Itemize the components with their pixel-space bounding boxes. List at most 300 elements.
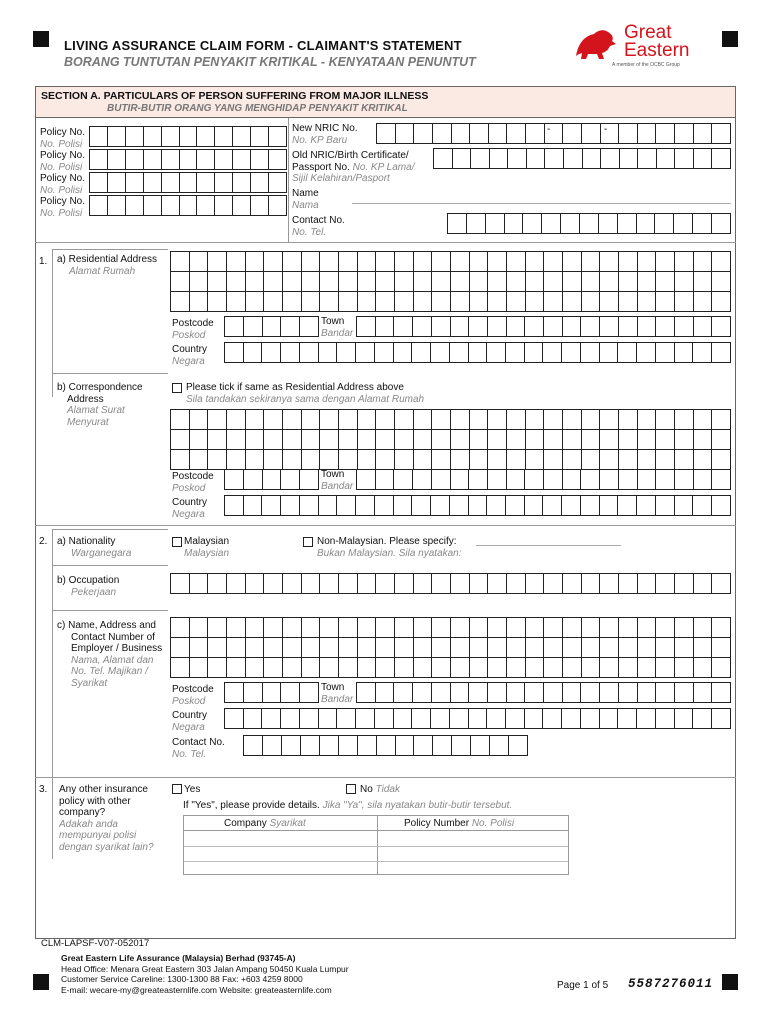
input-cell[interactable] [162, 173, 180, 192]
input-cell[interactable] [396, 124, 415, 143]
input-cell[interactable] [656, 343, 675, 362]
input-cell[interactable] [526, 450, 545, 469]
input-cell[interactable] [414, 618, 433, 637]
input-cell[interactable] [526, 272, 545, 291]
input-cell[interactable] [580, 214, 599, 233]
input-cell[interactable] [262, 709, 281, 728]
input-cell[interactable] [582, 292, 601, 311]
input-cell[interactable] [283, 618, 302, 637]
input-cell[interactable] [619, 430, 638, 449]
input-cell[interactable] [487, 496, 506, 515]
input-cell[interactable] [489, 124, 508, 143]
input-cell[interactable] [544, 450, 563, 469]
input-cell[interactable] [376, 638, 395, 657]
input-cell[interactable] [433, 736, 452, 755]
input-cell[interactable] [263, 683, 282, 702]
input-cell[interactable] [600, 638, 619, 657]
input-cell[interactable] [675, 252, 694, 271]
input-cell[interactable] [225, 496, 244, 515]
input-cell[interactable] [251, 150, 269, 169]
input-cell[interactable] [505, 214, 524, 233]
input-cell[interactable] [712, 683, 730, 702]
input-cell[interactable] [375, 343, 394, 362]
input-cell[interactable] [694, 618, 713, 637]
input-cell[interactable] [618, 496, 637, 515]
input-cell[interactable] [339, 574, 358, 593]
input-cell[interactable] [339, 618, 358, 637]
input-cell[interactable] [302, 638, 321, 657]
input-cell[interactable] [450, 496, 469, 515]
input-cell[interactable] [694, 149, 713, 168]
input-cell[interactable] [302, 618, 321, 637]
input-cell[interactable] [283, 574, 302, 593]
input-cell[interactable] [90, 127, 108, 146]
input-cell[interactable] [412, 343, 431, 362]
input-cell[interactable] [656, 272, 675, 291]
other-insurance-row-2[interactable] [184, 861, 568, 862]
input-cell[interactable] [582, 410, 601, 429]
input-cell[interactable] [656, 618, 675, 637]
input-cell[interactable] [488, 317, 507, 336]
input-cell[interactable] [563, 638, 582, 657]
input-cell[interactable] [488, 658, 507, 677]
res-postcode-field[interactable] [224, 316, 319, 337]
input-cell[interactable] [246, 638, 265, 657]
input-cell[interactable] [190, 430, 209, 449]
input-cell[interactable] [264, 272, 283, 291]
input-cell[interactable] [451, 638, 470, 657]
input-cell[interactable] [712, 450, 730, 469]
input-cell[interactable] [694, 252, 713, 271]
input-cell[interactable] [244, 343, 263, 362]
input-cell[interactable] [108, 127, 126, 146]
input-cell[interactable] [412, 496, 431, 515]
input-cell[interactable] [600, 496, 619, 515]
input-cell[interactable] [431, 343, 450, 362]
input-cell[interactable] [394, 683, 413, 702]
input-cell[interactable] [227, 410, 246, 429]
input-cell[interactable] [432, 470, 451, 489]
input-cell[interactable] [358, 450, 377, 469]
input-cell[interactable] [600, 430, 619, 449]
input-cell[interactable] [488, 618, 507, 637]
input-cell[interactable] [451, 574, 470, 593]
input-cell[interactable] [694, 683, 713, 702]
input-cell[interactable] [233, 196, 251, 215]
input-cell[interactable] [470, 450, 489, 469]
input-cell[interactable] [246, 574, 265, 593]
input-cell[interactable] [507, 317, 526, 336]
input-cell[interactable] [694, 658, 713, 677]
input-cell[interactable] [618, 343, 637, 362]
new-nric-field[interactable] [376, 123, 731, 144]
input-cell[interactable] [526, 658, 545, 677]
input-cell[interactable] [337, 709, 356, 728]
res-country-field[interactable] [224, 342, 731, 363]
input-cell[interactable] [619, 272, 638, 291]
input-cell[interactable] [638, 272, 657, 291]
input-cell[interactable] [469, 343, 488, 362]
input-cell[interactable] [488, 292, 507, 311]
input-cell[interactable] [563, 450, 582, 469]
input-cell[interactable] [675, 124, 694, 143]
input-cell[interactable] [432, 638, 451, 657]
input-cell[interactable] [357, 317, 376, 336]
input-cell[interactable] [320, 638, 339, 657]
input-cell[interactable] [452, 736, 471, 755]
input-cell[interactable] [488, 470, 507, 489]
input-cell[interactable] [488, 252, 507, 271]
input-cell[interactable] [507, 410, 526, 429]
input-cell[interactable] [694, 574, 713, 593]
input-cell[interactable] [377, 736, 396, 755]
input-cell[interactable] [225, 709, 244, 728]
input-cell[interactable] [526, 292, 545, 311]
correspondence-address-line-3[interactable] [170, 449, 731, 470]
input-cell[interactable] [320, 618, 339, 637]
input-cell[interactable] [432, 317, 451, 336]
input-cell[interactable] [208, 658, 227, 677]
input-cell[interactable] [283, 430, 302, 449]
input-cell[interactable] [337, 343, 356, 362]
input-cell[interactable] [358, 658, 377, 677]
input-cell[interactable] [233, 150, 251, 169]
input-cell[interactable] [414, 736, 433, 755]
input-cell[interactable] [246, 430, 265, 449]
input-cell[interactable] [563, 618, 582, 637]
input-cell[interactable] [190, 292, 209, 311]
input-cell[interactable] [675, 450, 694, 469]
input-cell[interactable] [471, 736, 490, 755]
input-cell[interactable] [197, 196, 215, 215]
input-cell[interactable] [320, 450, 339, 469]
input-cell[interactable] [227, 272, 246, 291]
input-cell[interactable] [638, 252, 657, 271]
input-cell[interactable] [358, 292, 377, 311]
input-cell[interactable] [320, 292, 339, 311]
input-cell[interactable] [507, 124, 526, 143]
input-cell[interactable] [581, 317, 600, 336]
input-cell[interactable] [712, 709, 730, 728]
input-cell[interactable] [208, 430, 227, 449]
other-insurance-no-checkbox[interactable] [346, 784, 356, 794]
input-cell[interactable] [395, 410, 414, 429]
input-cell[interactable] [582, 252, 601, 271]
input-cell[interactable] [451, 317, 470, 336]
input-cell[interactable] [637, 496, 656, 515]
old-nric-field[interactable] [433, 148, 731, 169]
input-cell[interactable] [190, 252, 209, 271]
input-cell[interactable] [525, 317, 544, 336]
input-cell[interactable] [619, 317, 638, 336]
input-cell[interactable] [599, 214, 618, 233]
input-cell[interactable] [339, 638, 358, 657]
input-cell[interactable] [656, 292, 675, 311]
input-cell[interactable] [263, 470, 282, 489]
input-cell[interactable] [171, 574, 190, 593]
input-cell[interactable] [302, 292, 321, 311]
input-cell[interactable] [395, 658, 414, 677]
input-cell[interactable] [600, 709, 619, 728]
policy-no-2-field[interactable] [89, 149, 287, 170]
input-cell[interactable] [215, 173, 233, 192]
input-cell[interactable] [171, 292, 190, 311]
input-cell[interactable] [244, 736, 263, 755]
input-cell[interactable] [339, 292, 358, 311]
input-cell[interactable] [208, 618, 227, 637]
input-cell[interactable] [488, 574, 507, 593]
input-cell[interactable] [600, 470, 619, 489]
input-cell[interactable] [431, 709, 450, 728]
input-cell[interactable] [208, 574, 227, 593]
input-cell[interactable] [225, 683, 244, 702]
input-cell[interactable] [694, 292, 713, 311]
same-as-residential-checkbox[interactable] [172, 383, 182, 393]
employer-line-3[interactable] [170, 657, 731, 678]
input-cell[interactable] [600, 618, 619, 637]
input-cell[interactable] [395, 638, 414, 657]
input-cell[interactable] [395, 252, 414, 271]
input-cell[interactable] [694, 450, 713, 469]
input-cell[interactable] [171, 410, 190, 429]
input-cell[interactable] [300, 709, 319, 728]
input-cell[interactable] [244, 317, 263, 336]
input-cell[interactable] [712, 470, 730, 489]
input-cell[interactable] [301, 736, 320, 755]
input-cell[interactable] [225, 317, 244, 336]
input-cell[interactable] [656, 658, 675, 677]
input-cell[interactable] [451, 292, 470, 311]
input-cell[interactable] [412, 709, 431, 728]
input-cell[interactable] [712, 618, 730, 637]
input-cell[interactable] [339, 252, 358, 271]
input-cell[interactable] [638, 149, 657, 168]
input-cell[interactable] [564, 149, 583, 168]
input-cell[interactable] [544, 638, 563, 657]
input-cell[interactable] [395, 430, 414, 449]
input-cell[interactable] [171, 658, 190, 677]
input-cell[interactable] [470, 292, 489, 311]
input-cell[interactable] [543, 343, 562, 362]
input-cell[interactable] [227, 618, 246, 637]
contact-no-field[interactable] [447, 213, 731, 234]
input-cell[interactable] [413, 470, 432, 489]
input-cell[interactable] [469, 470, 488, 489]
input-cell[interactable] [656, 410, 675, 429]
input-cell[interactable] [376, 272, 395, 291]
input-cell[interactable] [302, 252, 321, 271]
input-cell[interactable] [144, 127, 162, 146]
input-cell[interactable] [180, 150, 198, 169]
input-cell[interactable] [215, 196, 233, 215]
input-cell[interactable] [600, 272, 619, 291]
input-cell[interactable] [227, 252, 246, 271]
input-cell[interactable] [656, 496, 675, 515]
input-cell[interactable] [470, 430, 489, 449]
input-cell[interactable] [377, 124, 396, 143]
input-cell[interactable] [507, 658, 526, 677]
input-cell[interactable] [675, 574, 694, 593]
input-cell[interactable] [470, 638, 489, 657]
input-cell[interactable] [544, 430, 563, 449]
input-cell[interactable] [251, 127, 269, 146]
input-cell[interactable] [544, 683, 563, 702]
input-cell[interactable] [413, 317, 432, 336]
input-cell[interactable] [356, 496, 375, 515]
input-cell[interactable] [507, 470, 526, 489]
input-cell[interactable] [543, 709, 562, 728]
input-cell[interactable] [562, 709, 581, 728]
input-cell[interactable] [507, 292, 526, 311]
input-cell[interactable] [281, 496, 300, 515]
policy-no-1-field[interactable] [89, 126, 287, 147]
input-cell[interactable] [563, 124, 582, 143]
input-cell[interactable] [675, 618, 694, 637]
input-cell[interactable] [487, 343, 506, 362]
input-cell[interactable] [563, 317, 582, 336]
input-cell[interactable] [488, 683, 507, 702]
input-cell[interactable] [376, 470, 395, 489]
input-cell[interactable] [414, 410, 433, 429]
input-cell[interactable] [126, 150, 144, 169]
input-cell[interactable] [281, 709, 300, 728]
input-cell[interactable] [246, 272, 265, 291]
input-cell[interactable] [246, 410, 265, 429]
input-cell[interactable] [544, 252, 563, 271]
input-cell[interactable] [281, 343, 300, 362]
input-cell[interactable] [582, 430, 601, 449]
input-cell[interactable] [262, 496, 281, 515]
input-cell[interactable] [619, 124, 638, 143]
input-cell[interactable] [376, 317, 395, 336]
input-cell[interactable] [619, 574, 638, 593]
input-cell[interactable] [414, 272, 433, 291]
input-cell[interactable] [563, 574, 582, 593]
input-cell[interactable] [269, 196, 286, 215]
input-cell[interactable] [471, 149, 490, 168]
input-cell[interactable] [619, 618, 638, 637]
input-cell[interactable] [600, 410, 619, 429]
input-cell[interactable] [108, 150, 126, 169]
name-field[interactable] [352, 203, 731, 204]
input-cell[interactable] [451, 450, 470, 469]
input-cell[interactable] [190, 574, 209, 593]
input-cell[interactable] [656, 317, 675, 336]
other-insurance-row-1[interactable] [184, 846, 568, 847]
input-cell[interactable] [283, 272, 302, 291]
input-cell[interactable] [656, 574, 675, 593]
input-cell[interactable] [246, 292, 265, 311]
input-cell[interactable] [638, 410, 657, 429]
input-cell[interactable] [470, 658, 489, 677]
input-cell[interactable] [319, 343, 338, 362]
input-cell[interactable] [339, 430, 358, 449]
input-cell[interactable] [470, 272, 489, 291]
input-cell[interactable] [414, 638, 433, 657]
input-cell[interactable] [126, 173, 144, 192]
input-cell[interactable] [712, 272, 730, 291]
emp-town-field[interactable] [356, 682, 731, 703]
input-cell[interactable] [450, 343, 469, 362]
input-cell[interactable] [675, 709, 694, 728]
input-cell[interactable] [171, 450, 190, 469]
input-cell[interactable] [302, 430, 321, 449]
input-cell[interactable] [376, 450, 395, 469]
input-cell[interactable] [162, 150, 180, 169]
input-cell[interactable] [171, 618, 190, 637]
input-cell[interactable] [675, 317, 694, 336]
input-cell[interactable] [190, 618, 209, 637]
input-cell[interactable] [526, 252, 545, 271]
emp-contact-field[interactable] [243, 735, 528, 756]
input-cell[interactable] [358, 272, 377, 291]
input-cell[interactable] [527, 149, 546, 168]
input-cell[interactable] [712, 638, 730, 657]
residential-address-line-2[interactable] [170, 271, 731, 292]
input-cell[interactable] [108, 196, 126, 215]
input-cell[interactable] [638, 430, 657, 449]
input-cell[interactable] [619, 410, 638, 429]
input-cell[interactable] [600, 317, 619, 336]
input-cell[interactable] [525, 470, 544, 489]
malaysian-checkbox[interactable] [172, 537, 182, 547]
input-cell[interactable] [618, 709, 637, 728]
input-cell[interactable] [376, 430, 395, 449]
input-cell[interactable] [506, 709, 525, 728]
input-cell[interactable] [694, 124, 713, 143]
input-cell[interactable] [208, 638, 227, 657]
input-cell[interactable] [144, 150, 162, 169]
input-cell[interactable] [357, 683, 376, 702]
res-town-field[interactable] [356, 316, 731, 337]
input-cell[interactable] [675, 683, 694, 702]
input-cell[interactable] [675, 343, 694, 362]
input-cell[interactable] [563, 252, 582, 271]
input-cell[interactable] [675, 638, 694, 657]
input-cell[interactable] [694, 470, 713, 489]
input-cell[interactable] [544, 272, 563, 291]
input-cell[interactable] [208, 292, 227, 311]
input-cell[interactable] [712, 574, 730, 593]
occupation-field[interactable] [170, 573, 731, 594]
input-cell[interactable] [432, 430, 451, 449]
input-cell[interactable] [507, 430, 526, 449]
input-cell[interactable] [395, 292, 414, 311]
input-cell[interactable] [376, 292, 395, 311]
input-cell[interactable] [562, 343, 581, 362]
input-cell[interactable] [486, 214, 505, 233]
input-cell[interactable] [488, 272, 507, 291]
input-cell[interactable] [281, 317, 300, 336]
input-cell[interactable] [582, 574, 601, 593]
input-cell[interactable] [190, 410, 209, 429]
input-cell[interactable] [544, 470, 563, 489]
input-cell[interactable] [488, 450, 507, 469]
corr-country-field[interactable] [224, 495, 731, 516]
input-cell[interactable] [432, 618, 451, 637]
input-cell[interactable] [180, 127, 198, 146]
employer-line-1[interactable] [170, 617, 731, 638]
input-cell[interactable] [394, 496, 413, 515]
corr-postcode-field[interactable] [224, 469, 319, 490]
input-cell[interactable] [395, 450, 414, 469]
input-cell[interactable] [582, 124, 601, 143]
input-cell[interactable] [543, 496, 562, 515]
input-cell[interactable] [357, 470, 376, 489]
input-cell[interactable] [619, 252, 638, 271]
input-cell[interactable] [302, 658, 321, 677]
input-cell[interactable] [190, 658, 209, 677]
